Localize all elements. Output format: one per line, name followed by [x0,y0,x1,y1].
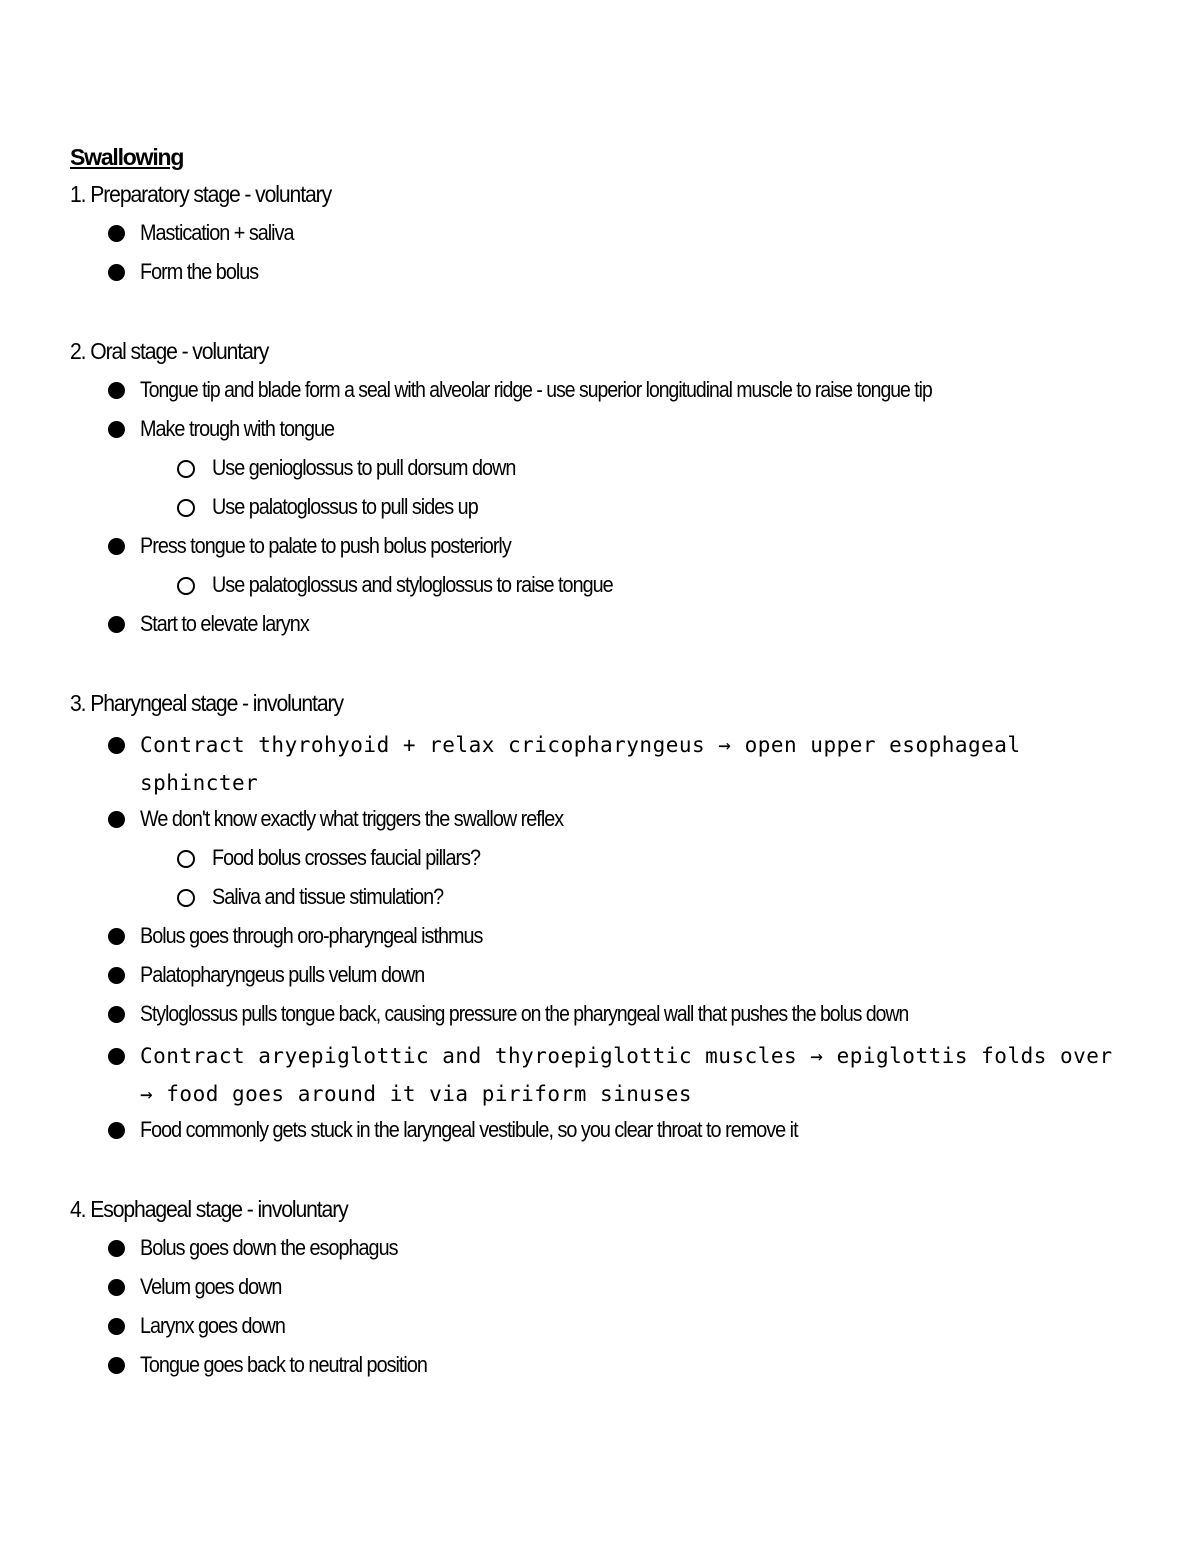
sub-list-item: Use palatoglossus to pull sides up [70,491,1170,530]
preparatory-list [70,217,1170,295]
sub-list-item: Saliva and tissue stimulation? [70,881,1170,920]
document-page [70,141,1170,1388]
bullet-icon [108,1279,125,1296]
bullet-icon [108,264,125,281]
bullet-icon [108,1048,125,1065]
bullet-icon [108,382,125,399]
list-item: Mastication + saliva [70,217,1170,256]
list-item: Styloglossus pulls tongue back, causing pressure on the pharyngeal wall that pushes the bolus down [70,998,1170,1037]
list-item: Start to elevate larynx [70,608,1170,647]
document-title: Swallowing [70,144,184,170]
bullet-icon [108,811,125,828]
list-item: Bolus goes down the esophagus [70,1232,1170,1271]
sub-list-item: Use palatoglossus and styloglossus to raise tongue [70,569,1170,608]
sub-bullet-icon [177,889,195,907]
bullet-icon [108,1122,125,1139]
bullet-icon [108,737,125,754]
sub-bullet-icon [177,577,195,595]
bullet-icon [108,1357,125,1374]
bullet-icon [108,421,125,438]
list-item: Make trough with tongue [70,413,1170,452]
section-heading-pharyngeal: 3. Pharyngeal stage - involuntary [70,690,343,716]
list-item: Contract aryepiglottic and thyroepiglottic muscles → epiglottis folds over → food goes around it via piriform sinuses [70,1037,1170,1114]
esophageal-list [70,1232,1170,1388]
bullet-icon [108,928,125,945]
bullet-icon [108,616,125,633]
sub-bullet-icon [177,850,195,868]
list-item: Larynx goes down [70,1310,1170,1349]
sub-list-item: Food bolus crosses faucial pillars? [70,842,1170,881]
bullet-icon [108,1318,125,1335]
bullet-icon [108,1240,125,1257]
oral-list [70,374,1170,647]
section-heading-esophageal: 4. Esophageal stage - involuntary [70,1196,348,1222]
bullet-icon [108,225,125,242]
list-item: Tongue goes back to neutral position [70,1349,1170,1388]
sub-bullet-icon [177,499,195,517]
sub-list-item: Use genioglossus to pull dorsum down [70,452,1170,491]
bullet-icon [108,967,125,984]
sub-bullet-icon [177,460,195,478]
list-item: Food commonly gets stuck in the laryngeal vestibule, so you clear throat to remove it [70,1114,1170,1153]
section-heading-oral: 2. Oral stage - voluntary [70,338,269,364]
list-item: We don't know exactly what triggers the swallow reflex [70,803,1170,842]
section-heading-preparatory: 1. Preparatory stage - voluntary [70,181,332,207]
list-item: Tongue tip and blade form a seal with alveolar ridge - use superior longitudinal muscle to raise tongue tip [70,374,1170,413]
list-item: Form the bolus [70,256,1170,295]
list-item: Velum goes down [70,1271,1170,1310]
bullet-icon [108,538,125,555]
list-item: Contract thyrohyoid + relax cricopharyngeus → open upper esophageal sphincter [70,726,1170,803]
pharyngeal-list [70,726,1170,1153]
list-item: Bolus goes through oro-pharyngeal isthmus [70,920,1170,959]
list-item: Press tongue to palate to push bolus posteriorly [70,530,1170,569]
list-item: Palatopharyngeus pulls velum down [70,959,1170,998]
bullet-icon [108,1006,125,1023]
